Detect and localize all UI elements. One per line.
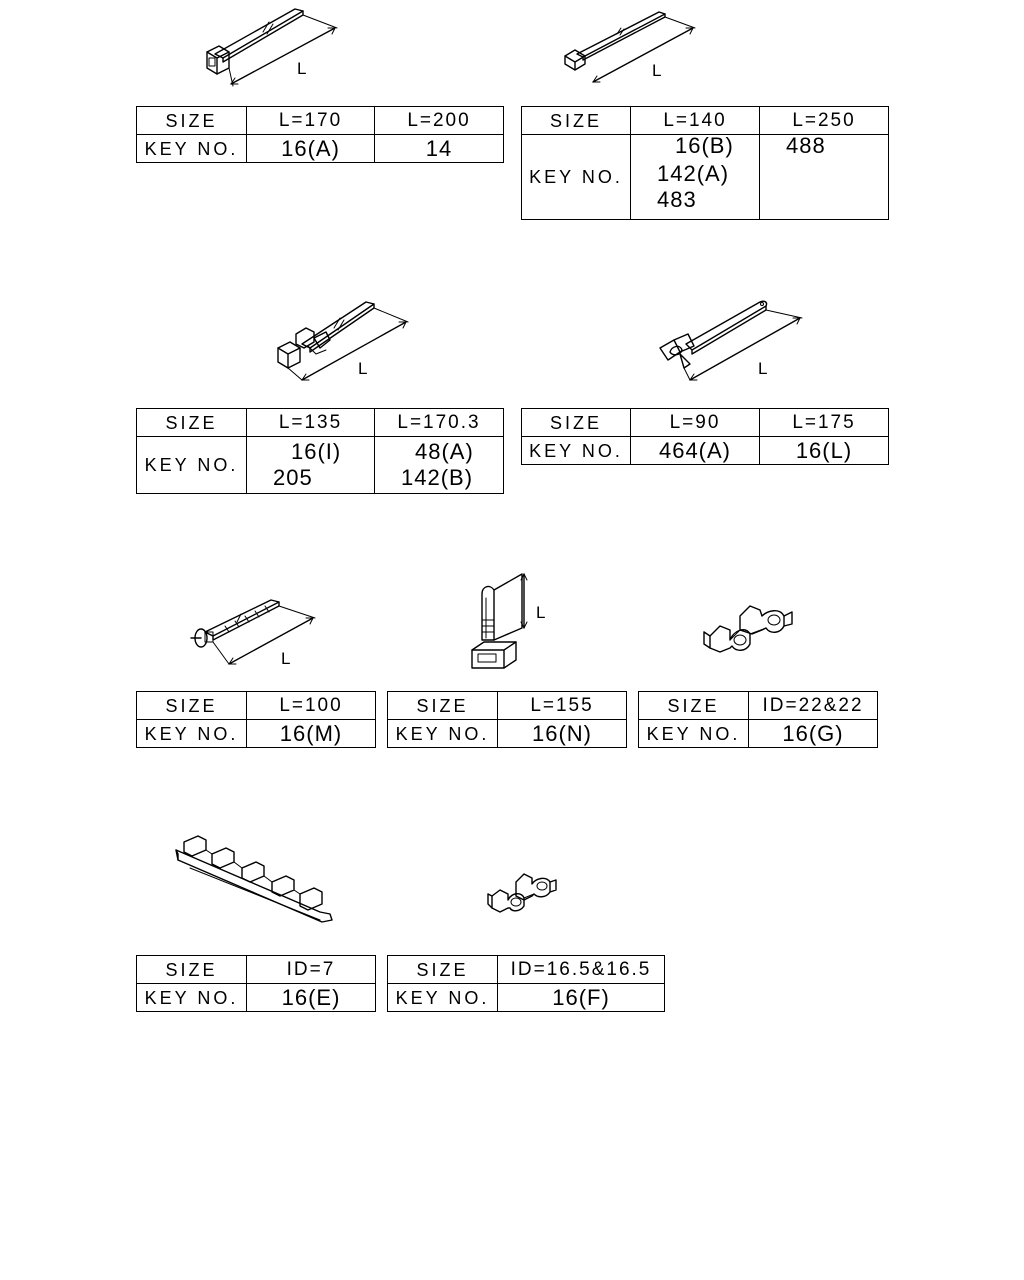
size-table-3 <box>136 408 504 494</box>
cable-tie-push-pin-drawing <box>185 592 325 672</box>
size-header: SIZE <box>137 409 247 437</box>
key-no-value: 205 <box>273 465 313 490</box>
size-header: SIZE <box>522 107 631 135</box>
size-value: L=170.3 <box>375 409 504 437</box>
size-table-5 <box>136 691 376 748</box>
size-header: SIZE <box>137 692 247 720</box>
key-no-value: 16(I) <box>291 439 342 464</box>
size-table-8 <box>136 955 376 1012</box>
dimension-label-l: L <box>281 649 291 668</box>
size-value: L=135 <box>247 409 375 437</box>
size-header: SIZE <box>522 409 631 437</box>
size-table-9 <box>387 955 665 1012</box>
key-no-value: 16(M) <box>247 720 376 748</box>
size-header: SIZE <box>137 956 247 984</box>
key-no-value: 16(B) <box>675 133 734 158</box>
key-no-value: 488 <box>786 133 826 158</box>
key-no-header: KEY NO. <box>137 437 247 494</box>
size-table-4 <box>521 408 889 465</box>
dimension-label-l: L <box>536 603 546 622</box>
size-table-1 <box>136 106 504 163</box>
key-no-value: 16(F) <box>498 984 665 1012</box>
key-no-header: KEY NO. <box>137 984 247 1012</box>
key-no-value: 16(A) <box>247 135 375 163</box>
key-no-value: 142(B) <box>401 465 474 490</box>
key-no-header: KEY NO. <box>639 720 749 748</box>
size-value: L=100 <box>247 692 376 720</box>
size-value: L=90 <box>631 409 760 437</box>
cable-tie-anchor-drawing <box>650 292 810 387</box>
key-no-value: 142(A) <box>657 161 730 186</box>
cable-tie-small-clip-drawing <box>555 4 715 94</box>
dimension-label-l: L <box>652 61 662 80</box>
size-value: L=170 <box>247 107 375 135</box>
key-no-header: KEY NO. <box>137 720 247 748</box>
size-value: L=155 <box>498 692 627 720</box>
size-value: ID=16.5&16.5 <box>498 956 665 984</box>
key-no-cell <box>631 135 760 220</box>
key-no-header: KEY NO. <box>522 437 631 465</box>
size-value: L=200 <box>375 107 504 135</box>
key-no-value: 16(L) <box>760 437 889 465</box>
key-no-header: KEY NO. <box>388 720 498 748</box>
key-no-value: 14 <box>375 135 504 163</box>
cable-tie-clip-drawing <box>195 2 355 92</box>
size-table-7 <box>638 691 878 748</box>
key-no-cell <box>760 135 889 220</box>
key-no-header: KEY NO. <box>137 135 247 163</box>
size-value: ID=7 <box>247 956 376 984</box>
double-pipe-clamp-drawing <box>700 596 800 666</box>
size-header: SIZE <box>388 956 498 984</box>
dimension-label-l: L <box>358 359 368 378</box>
key-no-cell <box>247 437 375 494</box>
size-header: SIZE <box>388 692 498 720</box>
size-header: SIZE <box>137 107 247 135</box>
key-no-cell <box>375 437 504 494</box>
size-table-6 <box>387 691 627 748</box>
key-no-value: 483 <box>657 187 697 212</box>
small-double-pipe-clamp-drawing <box>486 866 566 922</box>
key-no-value: 16(E) <box>247 984 376 1012</box>
key-no-header: KEY NO. <box>388 984 498 1012</box>
multi-slot-clip-rail-drawing <box>170 828 340 928</box>
key-no-value: 16(G) <box>749 720 878 748</box>
key-no-header: KEY NO. <box>522 135 631 220</box>
dimension-label-l: L <box>758 359 768 378</box>
size-value: L=250 <box>760 107 889 135</box>
size-value: L=140 <box>631 107 760 135</box>
size-header: SIZE <box>639 692 749 720</box>
key-no-value: 16(N) <box>498 720 627 748</box>
key-no-value: 464(A) <box>631 437 760 465</box>
size-table-2 <box>521 106 889 220</box>
size-value: ID=22&22 <box>749 692 878 720</box>
dimension-label-l: L <box>297 59 307 78</box>
key-no-value: 48(A) <box>415 439 474 464</box>
vertical-strap-clip-drawing <box>460 568 570 680</box>
size-value: L=175 <box>760 409 889 437</box>
cable-tie-double-clip-drawing <box>270 292 420 387</box>
